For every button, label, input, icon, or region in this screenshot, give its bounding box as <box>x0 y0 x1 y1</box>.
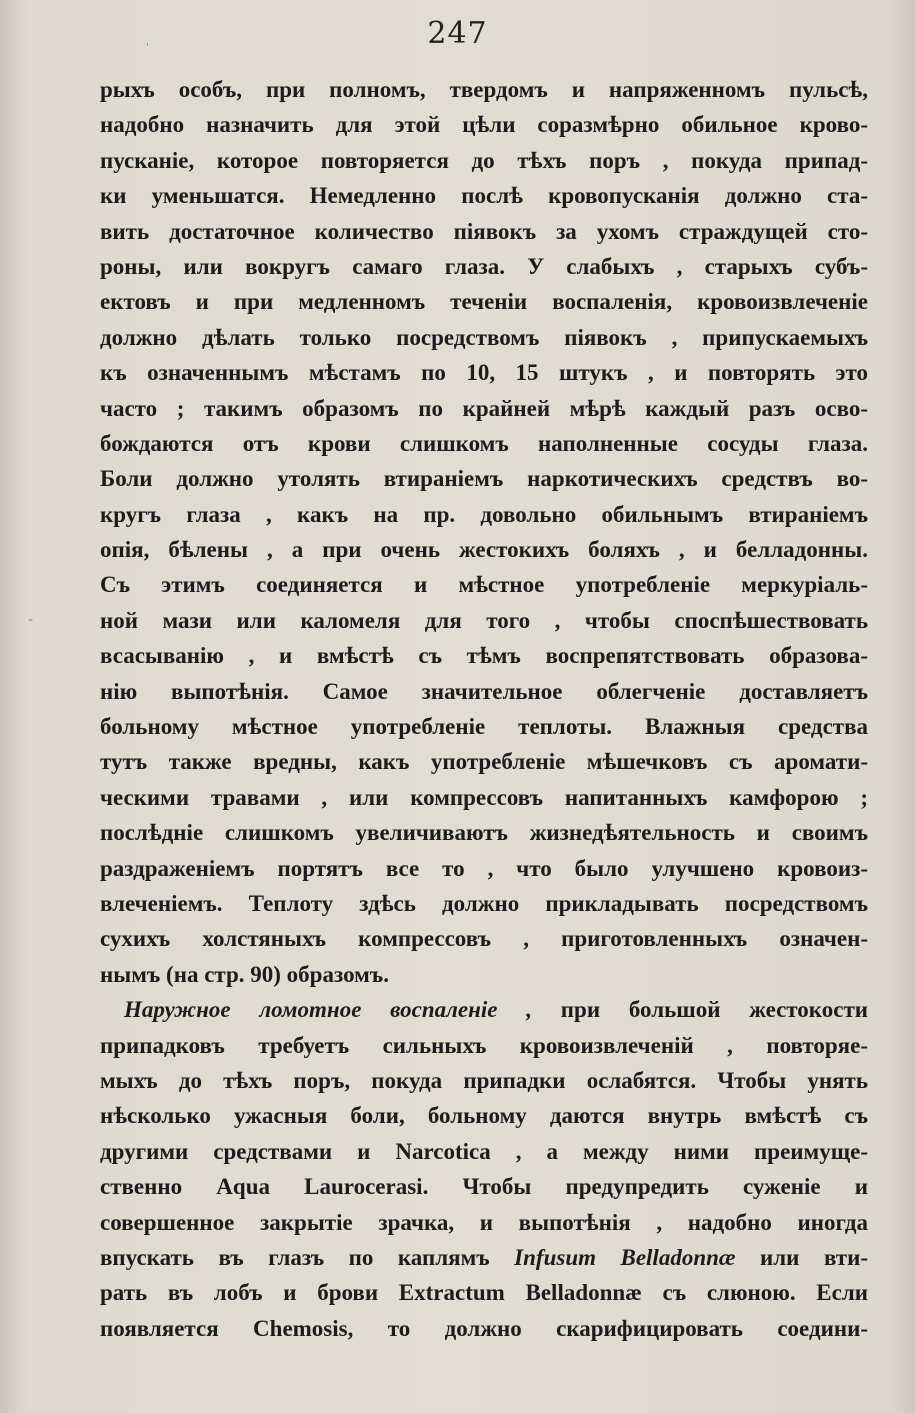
text-line: опія, бѣлены , а при очень жестокихъ боляхъ , и белладонны. <box>100 537 868 563</box>
text-line: роны, или вокругъ самаго глаза. У слабыхъ , старыхъ субъ- <box>100 253 868 279</box>
text-line: Боли должно утолять втираніемъ наркотическихъ средствъ во- <box>100 466 868 492</box>
italic-latin-term: Infusum Belladonnæ <box>514 1244 736 1270</box>
text-line: бождаются отъ крови слишкомъ наполненные сосуды глаза. <box>100 430 868 456</box>
text-line: часто ; такимъ образомъ по крайней мѣрѣ каждый разъ осво- <box>100 395 868 421</box>
text-fragment: или вти- <box>760 1244 868 1270</box>
paragraph-1 <box>100 72 868 992</box>
text-line: ектовъ и при медленномъ теченіи воспаленія, кровоизвлеченіе <box>100 289 868 315</box>
text-line: влеченіемъ. Теплоту здѣсь должно прикладывать посредствомъ <box>100 890 868 916</box>
text-line: всасыванію , и вмѣстѣ съ тѣмъ воспрепятствовать образова- <box>100 643 868 669</box>
paragraph-2 <box>100 992 868 1346</box>
text-line: къ означеннымъ мѣстамъ по 10, 15 штукъ , и повторять это <box>100 360 868 386</box>
text-line: ной мази или каломеля для того , чтобы споспѣшествовать <box>100 607 868 633</box>
text-line: тутъ также вредны, какъ употребленіе мѣшечковъ съ аромати- <box>100 749 868 775</box>
text-fragment: впускать въ глазъ по каплямъ <box>100 1244 490 1270</box>
text-line: ственно Aqua Laurocerasi. Чтобы предупредить суженіе и <box>100 1174 868 1200</box>
margin-speck: ' <box>146 42 149 53</box>
text-line: появляется Chemosis, то должно скарифицировать соедини- <box>100 1315 868 1341</box>
text-line: нымъ (на стр. 90) образомъ. <box>100 961 389 987</box>
paragraph-2-first-line <box>100 992 868 1027</box>
text-line: раздраженіемъ портятъ все то , что было улучшено кровоиз- <box>100 855 868 881</box>
text-line: послѣдніе слишкомъ увеличиваютъ жизнедѣятельность и своимъ <box>100 820 868 846</box>
text-line: нѣсколько ужасныя боли, больному даются внутрь вмѣстѣ съ <box>100 1103 868 1129</box>
text-line: нію выпотѣнія. Самое значительное облегченіе доставляетъ <box>100 678 868 704</box>
text-line: надобно назначить для этой цѣли соразмѣрно обильное крово- <box>100 112 868 138</box>
text-line: больному мѣстное употребленіе теплоты. Влажныя средства <box>100 714 868 740</box>
page-number: 247 <box>427 16 488 51</box>
text-line: сухихъ холстяныхъ компрессовъ , приготовленныхъ означен- <box>100 926 868 952</box>
text-line: рать въ лобъ и брови Extractum Belladonnæ съ слюною. Если <box>100 1280 868 1306</box>
text-line: ки уменьшатся. Немедленно послѣ кровопусканія должно ста- <box>100 183 868 209</box>
margin-dash: - <box>28 612 34 628</box>
text-line: мыхъ до тѣхъ поръ, покуда припадки ослабятся. Чтобы унять <box>100 1067 868 1093</box>
text-line: должно дѣлать только посредствомъ піявокъ , припускаемыхъ <box>100 324 868 350</box>
body-text <box>100 72 868 1346</box>
text-line: ческими травами , или компрессовъ напитанныхъ камфорою ; <box>100 784 868 810</box>
text-line: вить достаточное количество піявокъ за ухомъ страждущей сто- <box>100 218 868 244</box>
text-line: пусканіе, которое повторяется до тѣхъ поръ , покуда припад- <box>100 147 868 173</box>
text-line: кругъ глаза , какъ на пр. довольно обильнымъ втираніемъ <box>100 501 868 527</box>
text-line: совершенное закрытіе зрачка, и выпотѣнія , надобно иногда <box>100 1209 868 1235</box>
text-line: рыхъ особъ, при полномъ, твердомъ и напряженномъ пульсѣ, <box>100 77 868 102</box>
text-line: Съ этимъ соединяется и мѣстное употребленіе меркуріаль- <box>100 572 868 598</box>
text-line-infusum <box>100 1240 868 1275</box>
italic-heading: Наружное ломотное воспаленіе , <box>124 997 533 1023</box>
text-line: другими средствами и Narcotica , а между ними преимуще- <box>100 1138 868 1164</box>
text-line: припадковъ требуетъ сильныхъ кровоизвлеченій , повторяе- <box>100 1032 868 1058</box>
text-fragment: при большой жестокости <box>560 997 869 1023</box>
